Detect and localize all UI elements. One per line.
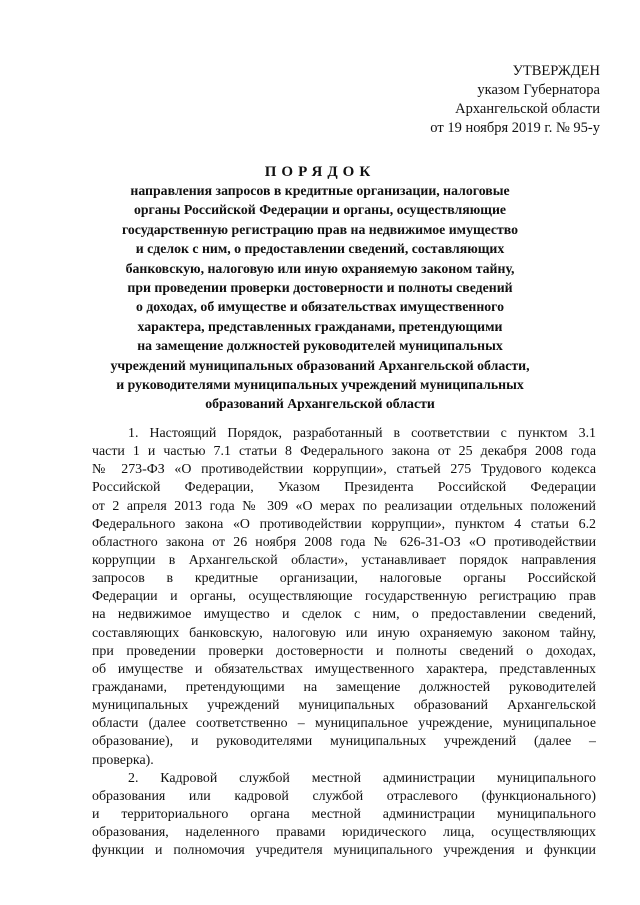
paragraph-line: образования, наделенного правами юридического лица, осуществляющих — [92, 825, 596, 841]
subtitle-line: на замещение должностей руководителей муниципальных — [137, 338, 503, 354]
paragraph-line: № 273-ФЗ «О противодействии коррупции», статьей 275 Трудового кодекса — [92, 462, 596, 478]
paragraph-line: от 2 апреля 2013 года № 309 «О мерах по реализации отдельных положений — [92, 498, 596, 514]
paragraph-line: Федерального закона «О противодействии коррупции», пунктом 4 статьи 6.2 — [92, 516, 596, 532]
paragraph-line: при проведении проверки достоверности и полноты сведений о доходах, — [92, 643, 596, 659]
paragraph-line: Федерации и органы, осуществляющие государственную регистрацию прав — [92, 589, 596, 605]
paragraph-line: Российской Федерации, Указом Президента Российской Федерации — [92, 480, 596, 496]
subtitle-line: учреждений муниципальных образований Архангельской области, — [110, 357, 530, 373]
paragraph-line: и территориального органа местной администрации муниципального — [92, 806, 596, 822]
subtitle-line: при проведении проверки достоверности и полноты сведений — [127, 280, 513, 296]
approval-date: от 19 ноября 2019 г. № 95-у — [430, 120, 600, 136]
paragraph-line: 1. Настоящий Порядок, разработанный в соответствии с пунктом 3.1 — [128, 426, 596, 441]
document-body — [92, 425, 596, 860]
paragraph-line: образования или кадровой службой отраслевого (функционального) — [92, 788, 596, 804]
paragraph-line: проверка). — [92, 752, 154, 768]
paragraph-line: запросов в кредитные организации, налоговые органы Российской — [92, 571, 596, 587]
paragraph-line: части 1 и частью 7.1 статьи 8 Федерального закона от 25 декабря 2008 года — [92, 444, 596, 460]
subtitle-line: органы Российской Федерации и органы, осуществляющие — [133, 202, 507, 218]
approval-authority: указом Губернатора — [477, 82, 600, 98]
approval-region: Архангельской области — [455, 101, 600, 117]
subtitle-line: о доходах, об имуществе и обязательствах имущественного — [135, 299, 504, 315]
document-title: ПОРЯДОК — [264, 164, 376, 180]
paragraph-line: 2. Кадровой службой местной администрации муниципального — [128, 770, 596, 786]
paragraph-line: образование), и руководителями муниципальных учреждений (далее – — [92, 734, 596, 750]
paragraph-2 — [92, 770, 596, 861]
paragraph-line: гражданами, претендующими на замещение должностей руководителей — [92, 679, 596, 695]
paragraph-line: области (далее соответственно – муниципальное учреждение, муниципальное — [92, 716, 596, 732]
paragraph-line: на недвижимое имущество и сделок с ним, о предоставлении сведений, — [92, 607, 596, 623]
subtitle-line: образований Архангельской области — [205, 396, 435, 412]
paragraph-line: составляющих банковскую, налоговую или иную охраняемую законом тайну, — [92, 625, 596, 641]
subtitle-line: характера, представленных гражданами, претендующими — [137, 318, 503, 334]
paragraph-line: об имуществе и обязательствах имущественного характера, представленных — [92, 661, 596, 677]
paragraph-line: муниципальных учреждений муниципальных образований Архангельской — [92, 698, 596, 714]
approval-status: УТВЕРЖДЕН — [512, 63, 600, 79]
subtitle-line: и руководителями муниципальных учреждений муниципальных — [116, 377, 524, 393]
subtitle-line: государственную регистрацию прав на недвижимое имущество — [121, 221, 519, 237]
paragraph-line: областного закона от 26 ноября 2008 года № 626-31-ОЗ «О противодействии — [92, 534, 596, 550]
subtitle-line: направления запросов в кредитные организации, налоговые — [130, 183, 510, 198]
subtitle-line: и сделок с ним, о предоставлении сведений, составляющих — [135, 241, 505, 257]
paragraph-1 — [92, 425, 596, 770]
paragraph-line: функции и полномочия учредителя муниципального учреждения и функции — [92, 843, 596, 859]
paragraph-line: коррупции в Архангельской области», устанавливает порядок направления — [92, 552, 596, 568]
subtitle-line: банковскую, налоговую или иную охраняемую законом тайну, — [125, 260, 515, 276]
approval-stamp — [430, 62, 600, 138]
document-subtitle — [70, 181, 570, 414]
